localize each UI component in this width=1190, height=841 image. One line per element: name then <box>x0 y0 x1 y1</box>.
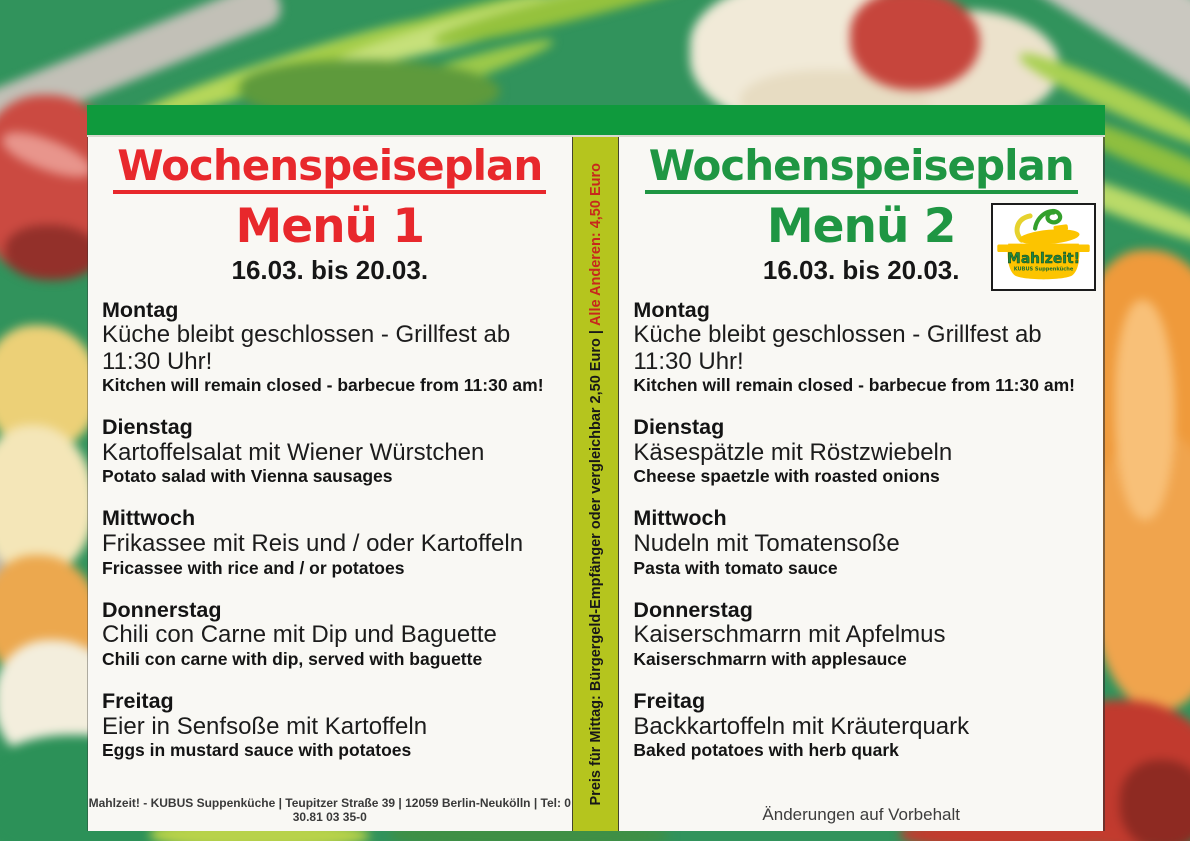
dish-german: Backkartoffeln mit Kräuterquark <box>633 712 970 740</box>
menu2-subtitle: Menü 2 <box>766 199 956 255</box>
day-entry <box>633 598 1095 669</box>
day-name: Mittwoch <box>633 506 727 531</box>
photo-potato-chunk <box>0 425 95 575</box>
day-entry <box>633 415 1095 486</box>
day-entry <box>633 689 1095 760</box>
dish-german: Kaiserschmarrn mit Apfelmus <box>633 621 946 649</box>
logo-subtitle: KUBUS Suppenküche <box>1014 266 1074 273</box>
menu1-header <box>88 137 572 286</box>
photo-meat-chunk <box>5 225 100 280</box>
panels-row <box>87 137 1105 831</box>
dish-english: Fricassee with rice and / or potatoes <box>102 557 405 578</box>
day-name: Donnerstag <box>102 597 222 622</box>
menu1-subtitle: Menü 1 <box>235 199 425 255</box>
dish-english: Potato salad with Vienna sausages <box>102 466 393 487</box>
menu1-title: Wochenspeiseplan <box>113 143 546 194</box>
day-entry <box>102 689 564 760</box>
day-name: Freitag <box>633 688 706 713</box>
top-green-bar <box>87 105 1105 137</box>
menu1-date-range: 16.03. bis 20.03. <box>231 254 429 285</box>
dish-german: Küche bleibt geschlossen - Grillfest ab 11:30 Uhr! <box>633 321 1042 375</box>
menu2-title: Wochenspeiseplan <box>645 143 1078 194</box>
price-strip-text <box>573 163 619 806</box>
logo-title: Mahlzeit! <box>1007 250 1081 267</box>
day-name: Montag <box>102 297 179 322</box>
dish-english: Chili con carne with dip, served with baguette <box>102 648 483 669</box>
mahlzeit-logo <box>991 203 1096 291</box>
contact-footer: Mahlzeit! - KUBUS Suppenküche | Teupitzer Straße 39 | 12059 Berlin-Neukölln | Tel: 0 30.81 03 35-0 <box>88 796 571 824</box>
dish-english: Kitchen will remain closed - barbecue from 11:30 am! <box>102 375 544 396</box>
panel-menu-2 <box>619 137 1103 831</box>
changes-disclaimer: Änderungen auf Vorbehalt <box>762 805 960 824</box>
price-strip <box>572 137 620 831</box>
day-name: Montag <box>633 297 710 322</box>
day-entry <box>102 415 564 486</box>
day-name: Dienstag <box>633 415 725 440</box>
menu2-date-range: 16.03. bis 20.03. <box>762 254 960 285</box>
dish-german: Käsespätzle mit Röstzwiebeln <box>633 438 953 466</box>
price-strip-main-text: Preis für Mittag: Bürgergeld-Empfänger oder vergleichbar 2,50 Euro | <box>587 325 604 806</box>
day-name: Dienstag <box>102 415 193 440</box>
day-name: Donnerstag <box>633 597 753 622</box>
dish-german: Chili con Carne mit Dip und Baguette <box>102 621 497 649</box>
day-entry <box>102 506 564 577</box>
panel-menu-1 <box>88 137 572 831</box>
dish-german: Kartoffelsalat mit Wiener Würstchen <box>102 438 485 466</box>
dish-english: Kitchen will remain closed - barbecue from 11:30 am! <box>633 375 1075 396</box>
day-name: Mittwoch <box>102 506 196 531</box>
menu-sheet <box>87 105 1105 833</box>
dish-german: Frikassee mit Reis und / oder Kartoffeln <box>102 530 524 558</box>
dish-german: Küche bleibt geschlossen - Grillfest ab 11:30 Uhr! <box>102 321 511 375</box>
dish-english: Kaiserschmarrn with applesauce <box>633 648 907 669</box>
menu2-days <box>619 286 1103 761</box>
price-strip-highlight-text: Alle Anderen: 4,50 Euro <box>587 162 604 326</box>
dish-english: Baked potatoes with herb quark <box>633 739 899 760</box>
day-entry <box>633 298 1095 396</box>
day-entry <box>102 598 564 669</box>
photo-meat-chunk <box>1120 760 1190 841</box>
day-entry <box>102 298 564 396</box>
day-name: Freitag <box>102 688 174 713</box>
dish-english: Pasta with tomato sauce <box>633 557 838 578</box>
menu1-days <box>88 286 572 761</box>
dish-german: Eier in Senfsoße mit Kartoffeln <box>102 712 428 740</box>
soup-pot-icon <box>993 205 1094 289</box>
day-entry <box>633 506 1095 577</box>
photo-meat-chunk <box>850 0 980 90</box>
dish-english: Cheese spaetzle with roasted onions <box>633 466 940 487</box>
dish-english: Eggs in mustard sauce with potatoes <box>102 739 412 760</box>
dish-german: Nudeln mit Tomatensoße <box>633 530 900 558</box>
